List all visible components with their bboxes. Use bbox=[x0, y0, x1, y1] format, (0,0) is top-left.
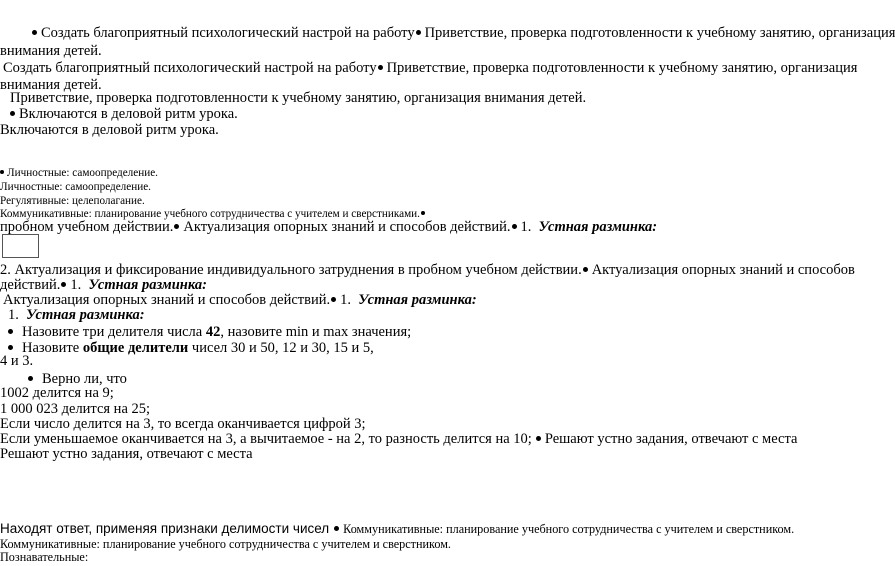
bullet-icon bbox=[378, 65, 383, 70]
bullet-icon bbox=[416, 30, 421, 35]
bullet-icon bbox=[32, 30, 37, 35]
text-line: Познавательные: bbox=[0, 550, 89, 564]
text-line: внимания детей. bbox=[0, 43, 102, 59]
text-line: 1 000 023 делится на 25; bbox=[0, 401, 151, 417]
text-line: внимания детей. bbox=[0, 77, 102, 93]
bullet-icon bbox=[421, 211, 425, 215]
text-line: Регулятивные: целеполагание. bbox=[0, 195, 145, 207]
bullet-icon bbox=[334, 526, 339, 531]
bullet-icon bbox=[10, 111, 15, 116]
text-line: Создать благоприятный психологический настрой на работу Приветствие, проверка подготовленности к учебному занятию, организация bbox=[32, 25, 895, 42]
text-line: Приветствие, проверка подготовленности к учебному занятию, организация внимания детей. bbox=[10, 90, 587, 106]
text-line: действий. 1. Устная разминка: bbox=[0, 277, 207, 293]
text-line: Включаются в деловой ритм урока. bbox=[0, 122, 219, 138]
bullet-icon bbox=[28, 376, 33, 381]
text-line: Личностные: самоопределение. bbox=[0, 166, 158, 180]
bullet-icon bbox=[536, 436, 541, 441]
text-line: пробном учебном действии. Актуализация опорных знаний и способов действий. 1. Устная разминка: bbox=[0, 219, 658, 235]
bullet-icon bbox=[0, 170, 4, 174]
text-line: Личностные: самоопределение. bbox=[0, 181, 151, 193]
text-line: 1002 делится на 9; bbox=[0, 385, 114, 401]
bullet-icon bbox=[331, 297, 336, 302]
text-line: 1. Устная разминка: bbox=[8, 307, 145, 323]
list-item: Верно ли, что bbox=[28, 371, 127, 388]
bullet-icon bbox=[61, 282, 66, 287]
text-line: Если уменьшаемое оканчивается на 3, а вычитаемое - на 2, то разность делится на 10; Решают устно задания, отвечают с места bbox=[0, 431, 798, 447]
bullet-icon bbox=[8, 329, 13, 334]
text-line: Включаются в деловой ритм урока. bbox=[10, 106, 238, 123]
text-line: Коммуникативные: планирование учебного сотрудничества с учителем и сверстником. bbox=[0, 537, 451, 551]
text-line: Решают устно задания, отвечают с места bbox=[0, 446, 253, 462]
text-line: Создать благоприятный психологический настрой на работу Приветствие, проверка подготовленности к учебному занятию, организация bbox=[3, 60, 858, 76]
bullet-icon bbox=[8, 345, 13, 350]
list-item: Назовите три делителя числа 42, назовите min и max значения; bbox=[8, 324, 411, 341]
bullet-icon bbox=[174, 224, 179, 229]
list-item: Назовите общие делители чисел 30 и 50, 12 и 30, 15 и 5, bbox=[8, 340, 374, 357]
text-line: Актуализация опорных знаний и способов действий. 1. Устная разминка: bbox=[3, 292, 477, 308]
empty-frame bbox=[2, 234, 39, 258]
text-line: Если число делится на 3, то всегда оканчивается цифрой 3; bbox=[0, 416, 366, 432]
bullet-icon bbox=[583, 267, 588, 272]
bullet-icon bbox=[512, 224, 517, 229]
text-line: Находят ответ, применяя признаки делимости чисел Коммуникативные: планирование учебного сотрудничества с учителем и сверстником. bbox=[0, 521, 795, 536]
text-line: 2. Актуализация и фиксирование индивидуального затруднения в пробном учебном действии. Актуализация опорных знаний и способов bbox=[0, 262, 855, 278]
text-line: Коммуникативные: планирование учебного сотрудничества с учителем и сверстниками. bbox=[0, 207, 428, 221]
text-line: 4 и 3. bbox=[0, 353, 34, 369]
